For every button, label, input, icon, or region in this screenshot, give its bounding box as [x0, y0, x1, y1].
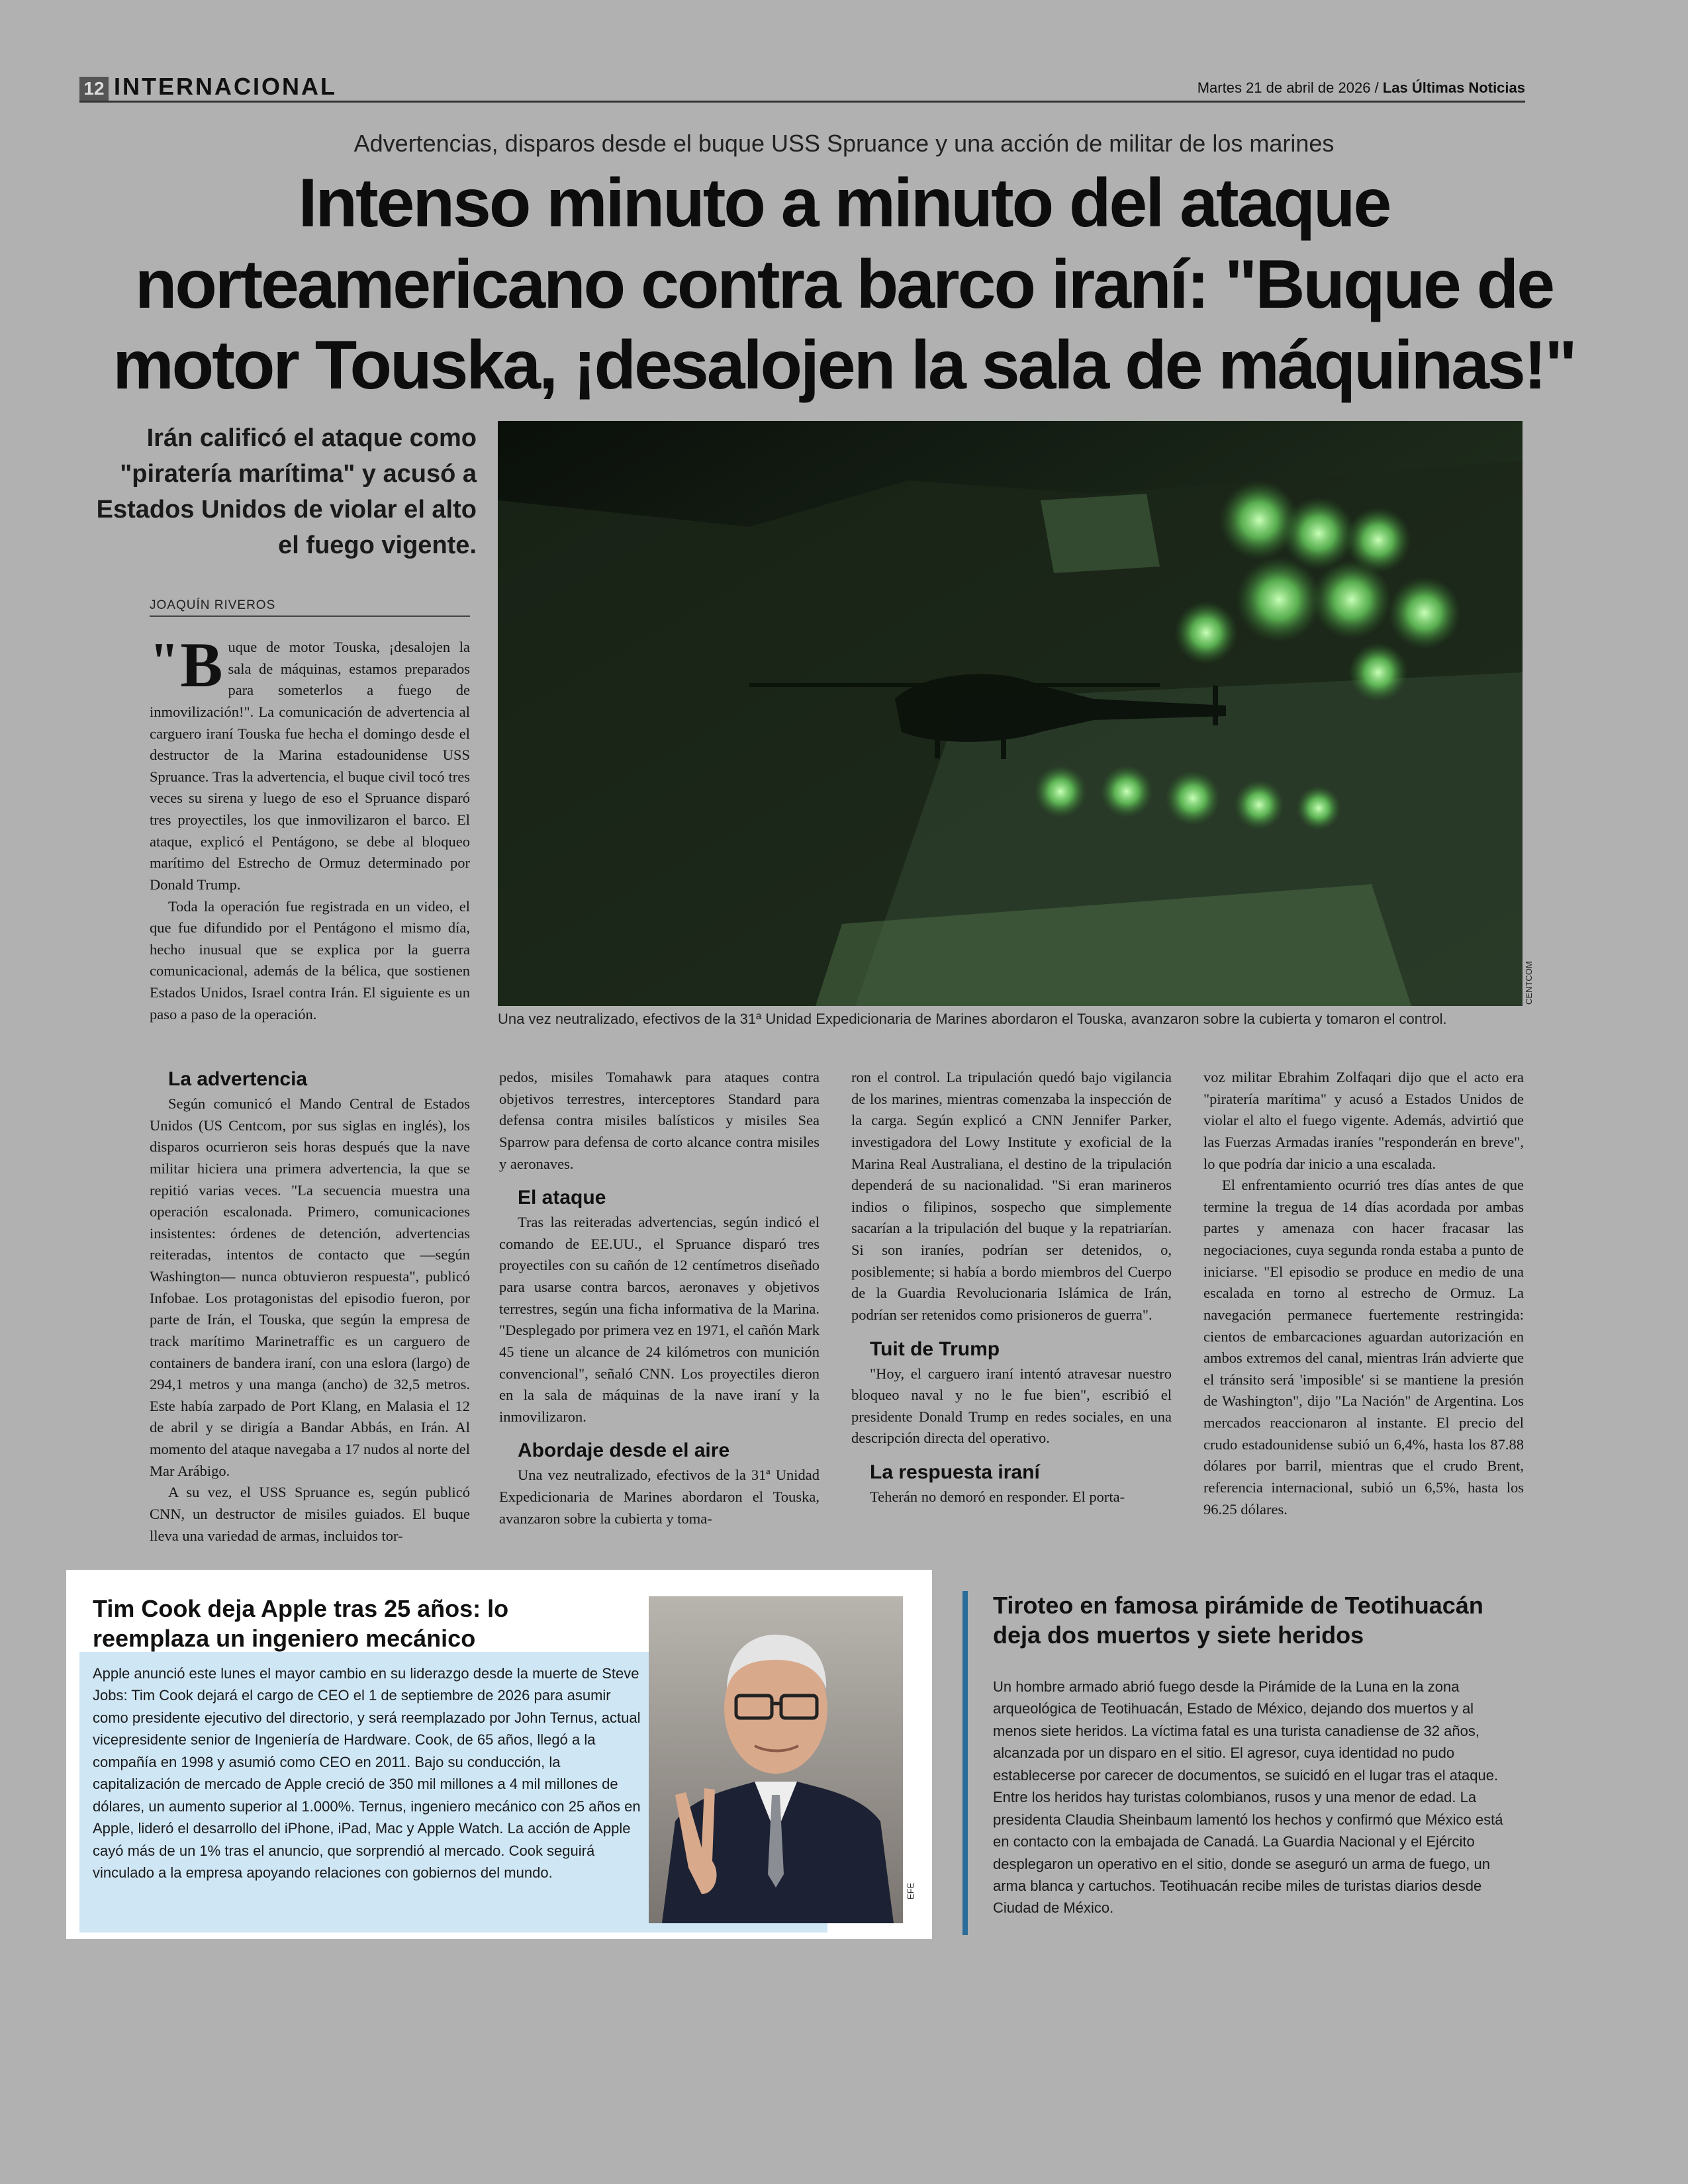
- paragraph: pedos, misiles Tomahawk para ataques contra objetivos terrestres, interceptores Standard para defensa contra misiles balísticos y misiles Sea Sparrow para defensa de corto alcance contra misiles y aeronaves.: [499, 1069, 820, 1172]
- paragraph: Según comunicó el Mando Central de Estados Unidos (US Centcom, por sus siglas en inglés), los disparos ocurrieron seis horas después que la nave militar hiciera una primera advertencia, la que se repitió varias veces. "La secuencia muestra una operación escalonada. Primero, comunicaciones insistentes: órdenes de detención, advertencias reiteradas, intentos de contacto que —según Washington— nunca obtuvieron respuesta", publicó Infobae. Los protagonistas del episodio fueron, por parte de Irán, el Touska, que según la empresa de track marítimo Marinetraffic es un carguero de containers de bandera iraní, con una eslora (largo) de 294,1 metros y una manga (ancho) de 32,5 metros. Este había zarpado de Port Klang, en Malasia el 12 de abril y se dirigía a Bandar Abbás, en Irán. Al momento del ataque navegaba a 17 nudos al norte del Mar Arábigo.: [150, 1095, 470, 1479]
- accent-bar: [962, 1591, 968, 1935]
- page-number: 12: [79, 77, 109, 101]
- paragraph: ron el control. La tripulación quedó bajo vigilancia de los marines, mientras comenzaba la inspección de la carga. Según explicó a CNN Jennifer Parker, investigadora del Lowy Institute y exoficial de la Marina Real Australiana, el destino de la tripulación dependerá de su nacionalidad. "Si eran marineros indios o filipinos, sospecho que simplemente sacarían a la tripulación del buque y la repatriarían. Si son iraníes, podrían ser detenidos, o, posiblemente; si había a bordo miembros del Cuerpo de la Guardia Revolucionaria Islámica de Irán, podrían ser retenidos como prisioneros de guerra".: [851, 1069, 1172, 1323]
- photo-credit-text: CENTCOM: [1524, 961, 1534, 1005]
- paragraph: Una vez neutralizado, efectivos de la 31ª Unidad Expedicionaria de Marines abordaron el Touska, avanzaron sobre la cubierta y toma-: [499, 1467, 820, 1527]
- subhead-abordaje: Abordaje desde el aire: [518, 1439, 730, 1462]
- article-column-2: [499, 1067, 820, 1529]
- article-column-3: [851, 1067, 1172, 1508]
- photo-caption: Una vez neutralizado, efectivos de la 31ª Unidad Expedicionaria de Marines abordaron el Touska, avanzaron sobre la cubierta y tomaron el control.: [498, 1011, 1447, 1027]
- photo-credit: [1523, 946, 1540, 1006]
- subhead-advertencia: La advertencia: [168, 1068, 308, 1090]
- paragraph: El enfrentamiento ocurrió tres días antes de que termine la tregua de 14 días acordada por ambas partes y amenaza con hacer fracasar las negociaciones, cuya segunda ronda estaba a punto de iniciarse. "El episodio se produce en medio de una escalada en torno al estrecho de Ormuz. La navegación permanece fuertemente restringida: cientos de embarcaciones aguardan autorización en ambos extremos del canal, mientras Irán advierte que el tránsito será 'imposible' si se mantiene la presión de Washington", dijo "La Nación" de Argentina. Los mercados reaccionaron al instante. El precio del crudo estadounidense subió un 6,4%, hasta los 87.88 dólares por barril, mientras que el crudo Brent, referencia internacional, subió un 6,5%, hasta los 96.25 dólares.: [1203, 1177, 1524, 1518]
- paragraph: voz militar Ebrahim Zolfaqari dijo que el acto era "piratería marítima" y acusó a Estados Unidos de violar el alto el fuego vigente. Además, advirtió que las Fuerzas Armadas iraníes "responderán en breve", lo que podría dar inicio a una escalada.: [1203, 1069, 1524, 1172]
- paragraph: Toda la operación fue registrada en un video, el que fue difundido por el Pentágono el mismo día, hecho inusual que se explica por la guerra comunicacional, además de la bélica, que sostienen Estados Unidos, Israel contra Irán. El siguiente es un paso a paso de la operación.: [150, 897, 470, 1023]
- kicker: Advertencias, disparos desde el buque USS Spruance y una acción de militar de los marines: [353, 130, 1335, 157]
- cook-box-text: Apple anunció este lunes el mayor cambio en su liderazgo desde la muerte de Steve Jobs: Tim Cook dejará el cargo de CEO el 1 de septiembre de 2026 para asumir como presidente ejecutivo del directorio, y será reemplazado por John Ternus, actual vicepresidente senior de Ingeniería de Hardware. Cook, de 65 años, llegó a la compañía en 1998 y asumió como CEO en 2011. Bajo su conducción, la capitalización de mercado de Apple creció de 350 mil millones a 4 mil millones de dólares, un aumento superior al 1.000%. Ternus, ingeniero mecánico con 25 años en Apple, lideró el desarrollo del iPhone, iPad, Mac y Apple Watch. La acción de Apple cayó más de un 1% tras el anuncio, que sorprendió al mercado. Cook seguirá vinculado a la empresa apoyando relaciones con gobiernos del mundo.: [93, 1665, 641, 1881]
- cook-box-title: Tim Cook deja Apple tras 25 años: lo reemplaza un ingeniero mecánico: [93, 1595, 509, 1652]
- article-column-1: [150, 1056, 470, 1547]
- paragraph: "Hoy, el carguero iraní intentó atravesar nuestro bloqueo naval y no le fue bien", escribió el presidente Donald Trump en redes sociales, en una descripción directa del operativo.: [851, 1365, 1172, 1447]
- subhead: Irán calificó el ataque como "piratería marítima" y acusó a Estados Unidos de violar el alto el fuego vigente.: [96, 424, 477, 559]
- teotihuacan-text: Un hombre armado abrió fuego desde la Pirámide de la Luna en la zona arqueológica de Teotihuacán, Estado de México, dejando dos muertos y al menos siete heridos. La víctima fatal es una turista canadiense de 32 años, alcanzada por un disparo en el sitio. El agresor, cuya identidad no pudo establecerse por carecer de documentos, se suicidó en el lugar tras el ataque. Entre los heridos hay turistas colombianos, rusos y una menor de edad. La presidenta Claudia Sheinbaum lamentó los hechos y confirmó que México está en contacto con la embajada de Canadá. La Guardia Nacional y el Ejército desplegaron un operativo en el sitio, donde se aseguró un arma de fuego, un arma blanca y cartuchos. Teotihuacán recibe miles de turistas diarios desde Ciudad de México.: [993, 1678, 1503, 1917]
- article-column-4: [1203, 1067, 1524, 1520]
- header-rule: [79, 101, 1525, 103]
- lead-paragraph: [150, 629, 470, 896]
- byline: JOAQUÍN RIVEROS: [150, 598, 470, 617]
- headline: Intenso minuto a minuto del ataque norteamericano contra barco iraní: "Buque de motor Touska, ¡desalojen la sala de máquinas!": [113, 165, 1575, 404]
- main-photo: [498, 421, 1523, 1006]
- subhead-respuesta: La respuesta iraní: [870, 1461, 1040, 1483]
- paragraph: Teherán no demoró en responder. El porta-: [870, 1488, 1125, 1505]
- night-vision-helicopter-image: [498, 421, 1523, 1006]
- lead-text: uque de motor Touska, ¡desalojen la sala de máquinas, estamos preparados para someterlos a fuego de inmovilización!". La comunicación de advertencia al carguero iraní Touska fue hecha el domingo desde el destructor de la Marina estadounidense USS Spruance. Tras la advertencia, el buque civil tocó tres veces su sirena y luego de eso el Spruance disparó tres proyectiles, los que inmovilizaron el barco. El ataque, explicó el Pentágono, se debe al bloqueo marítimo del Estrecho de Ormuz determinado por Donald Trump.: [150, 639, 470, 893]
- portrait-image: [649, 1596, 903, 1923]
- drop-quote: ": [150, 633, 179, 691]
- cook-photo: [649, 1596, 903, 1923]
- section-label: INTERNACIONAL: [114, 73, 337, 100]
- subhead-ataque: El ataque: [518, 1187, 606, 1209]
- dateline-separator: /: [1374, 79, 1379, 96]
- newspaper-name: Las Últimas Noticias: [1382, 79, 1525, 96]
- subhead-tuit: Tuit de Trump: [870, 1338, 1000, 1360]
- paragraph: A su vez, el USS Spruance es, según publicó CNN, un destructor de misiles guiados. El buque lleva una variedad de armas, incluidos tor-: [150, 1484, 470, 1544]
- article-lead-column: [150, 629, 470, 1025]
- issue-date: Martes 21 de abril de 2026: [1197, 79, 1371, 96]
- teotihuacan-title: Tiroteo en famosa pirámide de Teotihuacán deja dos muertos y siete heridos: [993, 1592, 1483, 1649]
- paragraph: Tras las reiteradas advertencias, según indicó el comando de EE.UU., el Spruance disparó tres proyectiles con su cañón de 12 centímetros diseñado para usarse contra barcos, aeronaves y objetivos terrestres, según una ficha informativa de la Marina. "Desplegado por primera vez en 1971, el cañón Mark 45 tiene un alcance de 24 kilómetros con munición convencional", señaló CNN. Los proyectiles dieron en la sala de máquinas de la nave iraní y la inmovilizaron.: [499, 1214, 820, 1425]
- drop-cap: B: [180, 629, 223, 700]
- cook-photo-credit: EFE: [906, 1882, 915, 1899]
- dateline: [1197, 79, 1525, 97]
